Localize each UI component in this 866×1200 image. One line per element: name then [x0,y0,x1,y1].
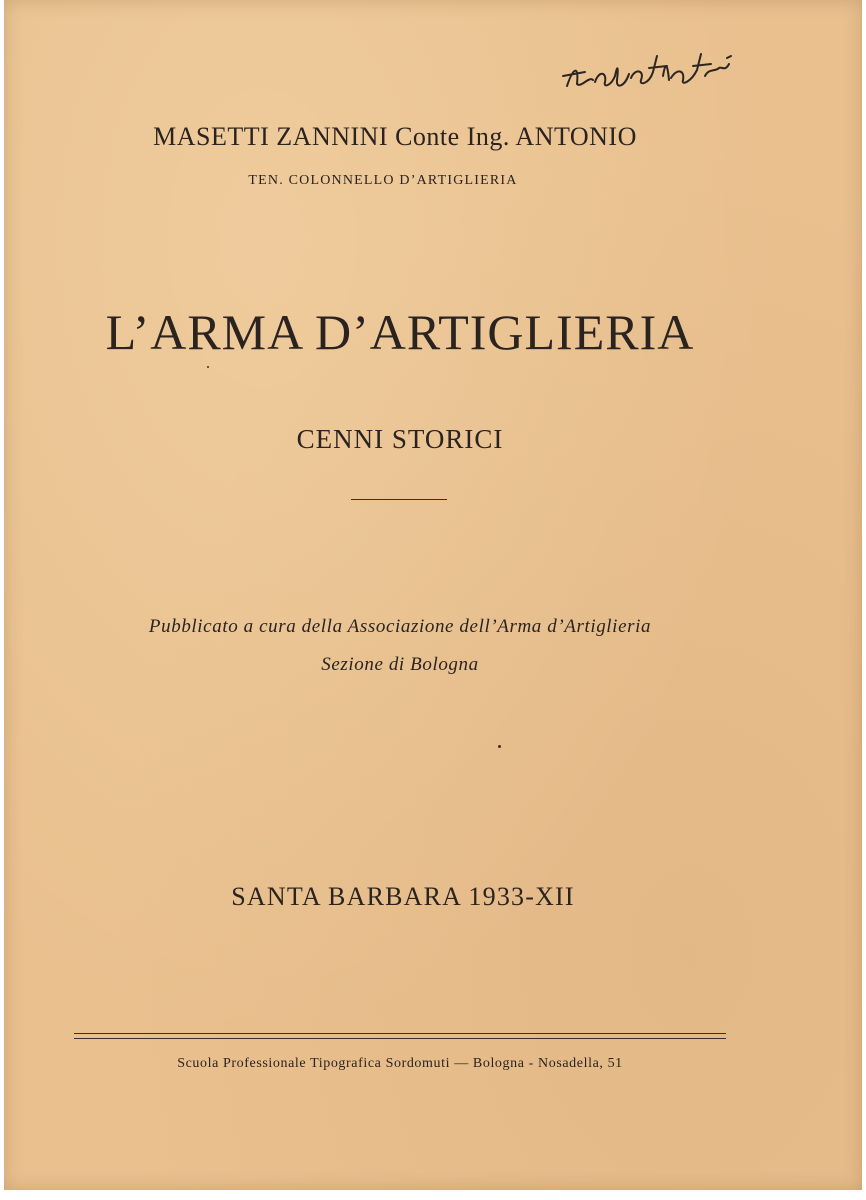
book-title: L’ARMA D’ARTIGLIERIA [105,304,695,360]
author-name: MASETTI ZANNINI Conte Ing. ANTONIO [153,122,637,151]
book-cover [4,0,862,1190]
publisher-line: Pubblicato a cura della Associazione dell’Arma d’Artiglieria [148,616,652,637]
handwritten-signature [559,46,749,106]
title-divider [351,499,447,500]
printer-imprint: Scuola Professionale Tipografica Sordomuti — Bologna - Nosadella, 51 [177,1056,623,1071]
book-subtitle: CENNI STORICI [296,424,504,454]
section-line: Sezione di Bologna [321,654,479,675]
ink-speck [207,366,209,368]
ink-speck [498,745,501,748]
date-line: SANTA BARBARA 1933-XII [231,882,575,911]
footer-rule [74,1033,726,1039]
author-rank: TEN. COLONNELLO D’ARTIGLIERIA [248,173,518,188]
